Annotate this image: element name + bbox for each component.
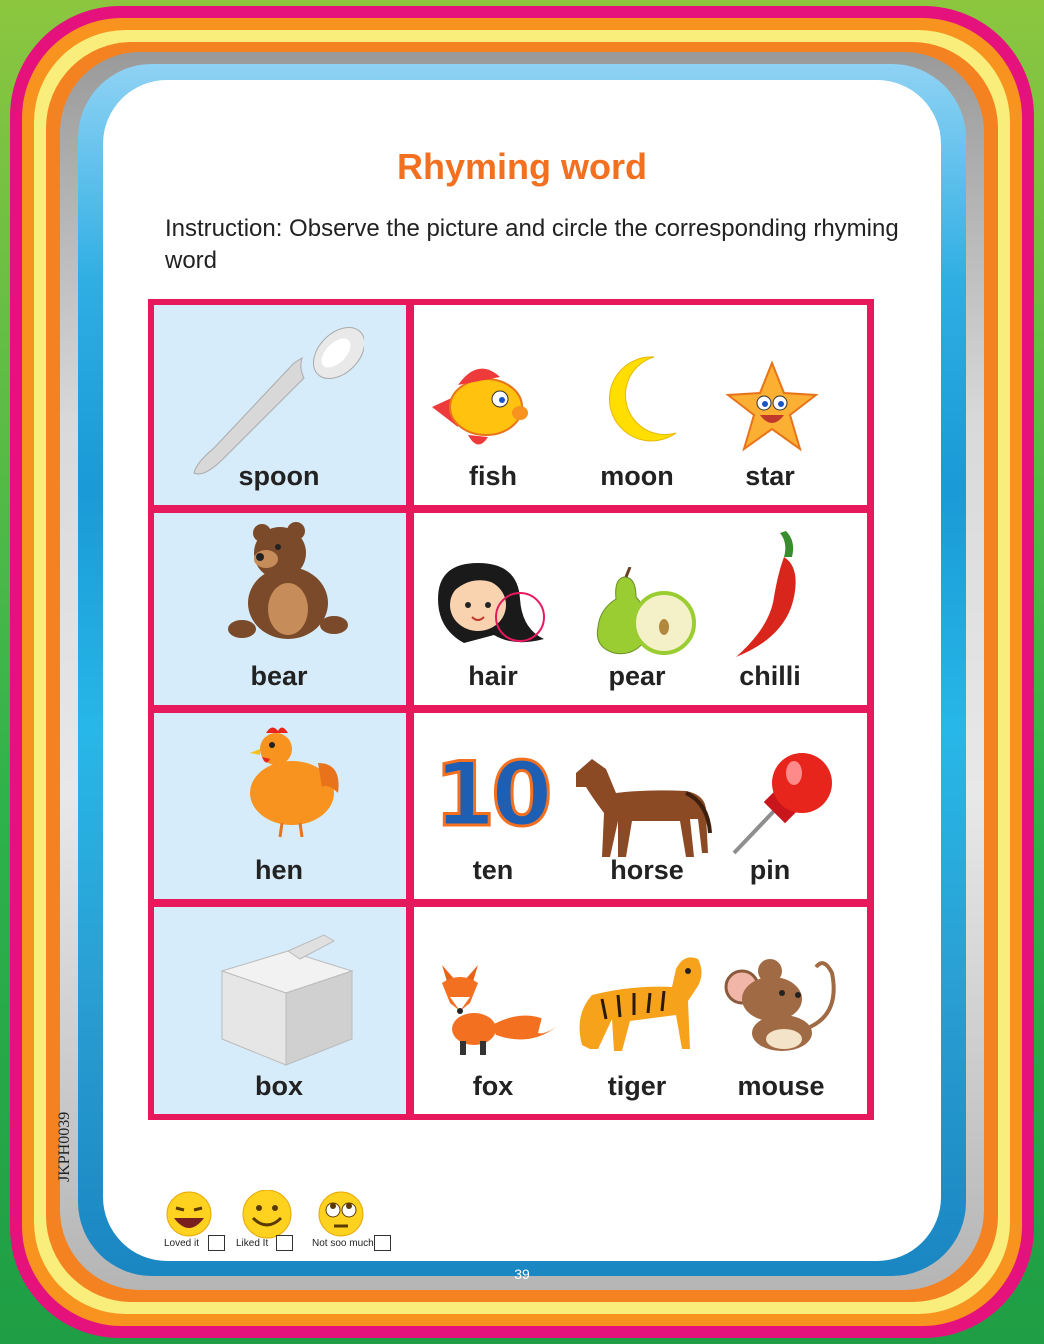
option-word[interactable]: pear xyxy=(608,661,666,691)
option-word[interactable]: pin xyxy=(749,855,791,885)
page-number: 39 xyxy=(514,1266,530,1282)
options-cell-row-4 xyxy=(414,907,867,1114)
rolling-eyes-emoji-icon xyxy=(316,1190,366,1238)
checkbox-not-much[interactable] xyxy=(374,1235,391,1251)
mouse-icon xyxy=(720,953,846,1057)
box-icon xyxy=(214,931,358,1071)
girl-hair-icon xyxy=(434,559,550,649)
option-word[interactable]: mouse xyxy=(737,1071,825,1101)
option-word[interactable]: tiger xyxy=(607,1071,667,1101)
main-word: bear xyxy=(250,661,308,691)
rhyme-table xyxy=(148,299,874,1120)
moon-icon xyxy=(604,353,684,443)
fox-icon xyxy=(434,961,560,1057)
feedback-label-liked: Liked It xyxy=(236,1238,269,1249)
option-word[interactable]: hair xyxy=(468,661,518,691)
main-word: spoon xyxy=(238,461,320,491)
feedback-label-loved: Loved it xyxy=(164,1238,200,1249)
main-word: hen xyxy=(254,855,303,885)
options-cell-row-2 xyxy=(414,513,867,705)
instruction-text: Instruction: Observe the picture and circle the corresponding rhyming word xyxy=(165,215,899,274)
main-cell-bear xyxy=(154,513,406,705)
option-word[interactable]: chilli xyxy=(739,661,801,691)
horse-icon xyxy=(568,753,714,863)
option-word[interactable]: ten xyxy=(472,855,514,885)
page-title: Rhyming word xyxy=(397,146,647,187)
checkbox-liked[interactable] xyxy=(276,1235,293,1251)
smiling-emoji-icon xyxy=(239,1190,295,1240)
options-cell-row-1 xyxy=(414,305,867,505)
fish-icon xyxy=(428,357,532,453)
main-cell-box xyxy=(154,907,406,1114)
option-word[interactable]: moon xyxy=(600,461,674,491)
checkbox-loved[interactable] xyxy=(208,1235,225,1251)
pear-icon xyxy=(594,567,698,657)
side-code: JKPH0039 xyxy=(56,1111,73,1182)
option-word[interactable]: fish xyxy=(468,461,517,491)
spoon-icon xyxy=(184,323,364,483)
bear-icon xyxy=(224,519,354,645)
feedback-label-not-much: Not soo much xyxy=(312,1238,374,1249)
option-word[interactable]: horse xyxy=(610,855,684,885)
tiger-icon xyxy=(572,945,708,1059)
number-ten-icon: 10 xyxy=(434,743,549,846)
chilli-icon xyxy=(730,527,810,661)
main-cell-hen xyxy=(154,713,406,899)
options-cell-row-3 xyxy=(414,713,867,899)
main-word: box xyxy=(254,1071,303,1101)
option-word[interactable]: star xyxy=(745,461,795,491)
hen-icon xyxy=(238,723,346,839)
laughing-emoji-icon xyxy=(164,1190,214,1238)
star-icon xyxy=(724,359,820,455)
pin-icon xyxy=(730,747,840,857)
main-cell-spoon xyxy=(154,305,406,505)
option-word[interactable]: fox xyxy=(472,1071,514,1101)
